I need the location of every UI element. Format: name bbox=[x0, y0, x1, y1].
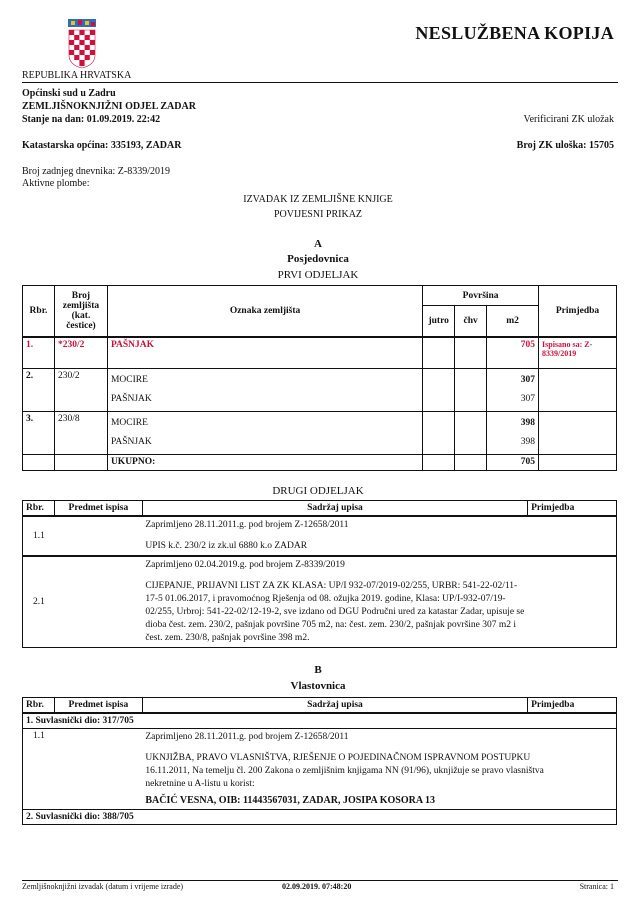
section-b-name: Vlastovnica bbox=[290, 680, 346, 692]
department-name: ZEMLJIŠNOKNJIŽNI ODJEL ZADAR bbox=[22, 101, 196, 112]
owner: BAČIĆ VESNA, OIB: 11443567031, ZADAR, JOSIPA KOSORA 13 bbox=[145, 795, 436, 806]
part2-table: Rbr. Predmet ispisa Sadržaj upisa Primjedba 1.1 Zaprimljeno 28.11.2011.g. pod brojem Z-12658/2011 UPIS k.č. 230/2 iz zk.ul 6880 k.o ZADAR 2.1 Zaprimljeno 02.04.2019.g. pod brojem Z-8339/2019 CIJEPANJE, PRIJAVNI LIST ZA ZK KLASA: UP/I 932-07/2019-02/255, URBR: 541-22-02/11-17-5 01.06.2017, i pravomoćnog Rješenja od 08. ožujka 2019. godine, Klasa: UP/I-932-07/19-02/255, Urbroj: 541-22-02/12-19-2, sve izdano od DGU Područni ured za katastar Zadar, upisuje se dioba čest. zem. 230/2, pašnjak površine 705 m2, na: čest. zem. 230/2, pašnjak površine 307 m2 i čest. zem. 230/8, pašnjak površine 398 m2. bbox=[22, 500, 617, 648]
col-povrsina: Površina bbox=[423, 286, 539, 306]
footer-divider bbox=[22, 880, 618, 881]
table-row: 1.1 Zaprimljeno 28.11.2011.g. pod brojem Z-12658/2011 UKNJIŽBA, PRAVO VLASNIŠTVA, RJEŠENJE O POJEDINAČNOM ISPRAVNOM POSTUPKU 16.11.2011, Na temelju čl. 200 Zakona o zemljišnim knjigama NN (91/96), uknjižuje se pravo vlasništva nekretnine u A-listu u korist: BAČIĆ VESNA, OIB: 11443567031, ZADAR, JOSIPA KOSORA 13 bbox=[23, 729, 617, 810]
footer-label: Zemljišnoknjižni izvadak (datum i vrijeme izrade) bbox=[22, 882, 184, 891]
share-row: 1. Suvlasnički dio: 317/705 bbox=[23, 713, 617, 729]
active-seals: Aktivne plombe: bbox=[22, 178, 90, 189]
document-title: NESLUŽBENA KOPIJA bbox=[415, 23, 614, 43]
court-name: Općinski sud u Zadru bbox=[22, 88, 116, 99]
col-chv: čhv bbox=[455, 306, 487, 337]
share-row: 2. Suvlasnički dio: 388/705 bbox=[23, 810, 617, 825]
table-row: 2.1 Zaprimljeno 02.04.2019.g. pod brojem Z-8339/2019 CIJEPANJE, PRIJAVNI LIST ZA ZK KLASA: UP/I 932-07/2019-02/255, URBR: 541-22-02/11-17-5 01.06.2017, i pravomoćnog Rješenja od 08. ožujka 2019. godine, Klasa: UP/I-932-07/19-02/255, Urbroj: 541-22-02/12-19-2, sve izdano od DGU Područni ured za katastar Zadar, upisuje se dioba čest. zem. 230/2, pašnjak površine 705 m2, na: čest. zem. 230/2, pašnjak površine 307 m2 i čest. zem. 230/8, pašnjak površine 398 m2. bbox=[23, 556, 617, 648]
view-type: POVIJESNI PRIKAZ bbox=[273, 209, 363, 220]
country-name: REPUBLIKA HRVATSKA bbox=[22, 70, 132, 81]
coat-of-arms-icon bbox=[65, 19, 99, 69]
total-row: UKUPNO: 705 bbox=[23, 455, 617, 471]
cadastral-municipality: Katastarska općina: 335193, ZADAR bbox=[22, 140, 182, 151]
parcel-table bbox=[22, 285, 617, 471]
table-row: 2. 230/2 MOCIRE PAŠNJAK 307 307 bbox=[23, 369, 617, 412]
col-rbr: Rbr. bbox=[23, 286, 55, 337]
header-divider bbox=[22, 82, 618, 83]
footer-datetime: 02.09.2019. 07:48:20 bbox=[282, 882, 352, 891]
col-m2: m2 bbox=[487, 306, 539, 337]
ownership-table: Rbr. Predmet ispisa Sadržaj upisa Primjedba 1. Suvlasnički dio: 317/705 1.1 Zaprimljeno 28.11.2011.g. pod brojem Z-12658/2011 UKNJIŽBA, PRAVO VLASNIŠTVA, RJEŠENJE O POJEDINAČNOM ISPRAVNOM POSTUPKU 16.11.2011, Na temelju čl. 200 Zakona o zemljišnim knjigama NN (91/96), uknjižuje se pravo vlasništva nekretnine u A-listu u korist: BAČIĆ VESNA, OIB: 11443567031, ZADAR, JOSIPA KOSORA 13 2. Suvlasnički dio: 388/705 bbox=[22, 697, 617, 825]
table-row: 1. *230/2 PAŠNJAK 705 Ispisano sa: Z-8339/2019 bbox=[23, 337, 617, 369]
verified-label: Verificirani ZK uložak bbox=[523, 114, 614, 125]
zk-number: Broj ZK uloška: 15705 bbox=[516, 140, 614, 151]
col-jutro: jutro bbox=[423, 306, 455, 337]
col-broj: Broj zemljišta (kat. čestice) bbox=[54, 286, 107, 337]
section-a-name: Posjedovnica bbox=[287, 253, 349, 265]
table-row: 3. 230/8 MOCIRE PAŠNJAK 398 398 bbox=[23, 412, 617, 455]
extract-title: IZVADAK IZ ZEMLJIŠNE KNJIGE bbox=[243, 194, 393, 205]
state-date: Stanje na dan: 01.09.2019. 22:42 bbox=[22, 114, 161, 125]
last-diary: Broj zadnjeg dnevnika: Z-8339/2019 bbox=[22, 166, 171, 177]
remark: Ispisano sa: Z-8339/2019 bbox=[539, 337, 617, 369]
section-a-part1: PRVI ODJELJAK bbox=[277, 269, 359, 281]
col-oznaka: Oznaka zemljišta bbox=[107, 286, 422, 337]
section-b-letter: B bbox=[314, 664, 322, 676]
page-number: Stranica: 1 bbox=[579, 882, 614, 891]
section-a-letter: A bbox=[314, 238, 322, 250]
section-a-part2: DRUGI ODJELJAK bbox=[272, 485, 364, 497]
table-row: 1.1 Zaprimljeno 28.11.2011.g. pod brojem Z-12658/2011 UPIS k.č. 230/2 iz zk.ul 6880 k.o ZADAR bbox=[23, 516, 617, 556]
col-primjedba: Primjedba bbox=[539, 286, 617, 337]
